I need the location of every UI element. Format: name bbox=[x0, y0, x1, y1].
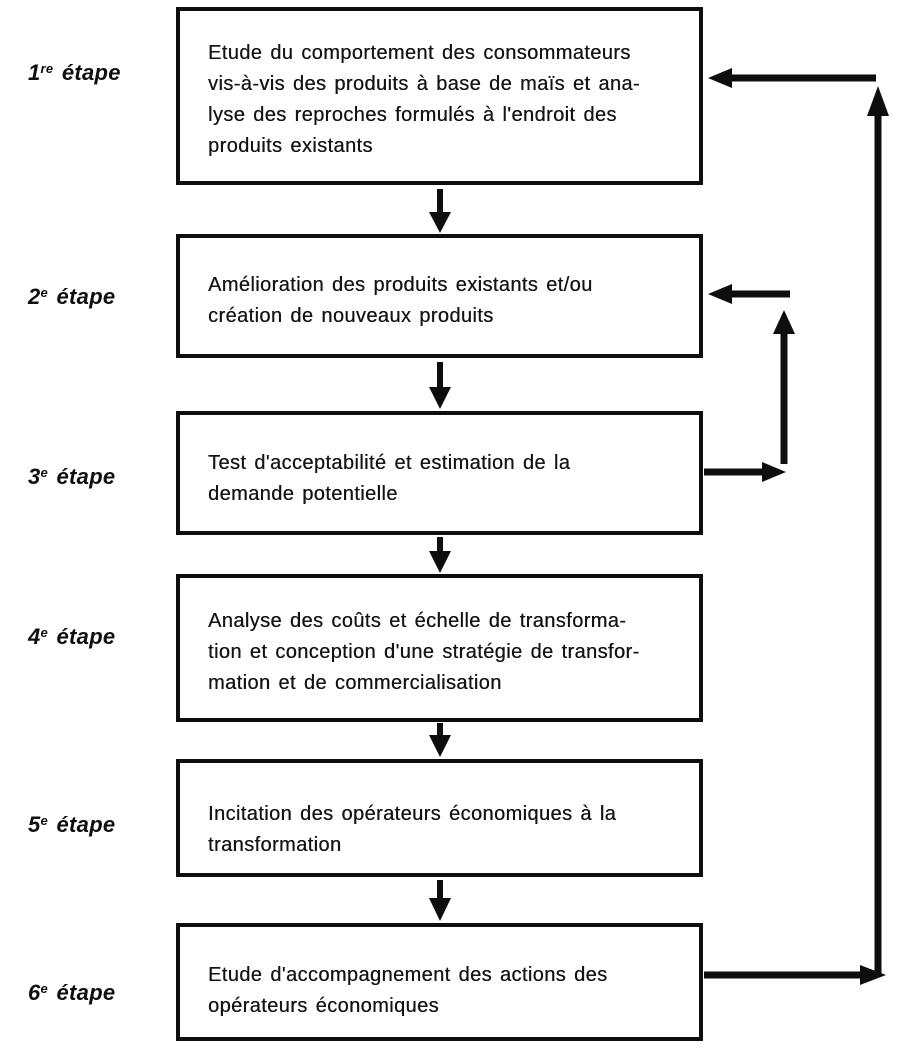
step-text-line: tion et conception d'une stratégie de transfor- bbox=[208, 641, 640, 663]
step-ordinal: 6e bbox=[28, 980, 49, 1005]
feedback-arrow-into-step2 bbox=[708, 284, 790, 304]
step-text-line: produits existants bbox=[208, 135, 373, 157]
arrow-step3-to-step4 bbox=[429, 537, 451, 573]
feedback-arrow-step3-up bbox=[773, 310, 795, 464]
step-text-line: lyse des reproches formulés à l'endroit des bbox=[208, 104, 617, 126]
step-ordinal: 4e bbox=[28, 624, 49, 649]
step-text-line: Analyse des coûts et échelle de transforma- bbox=[208, 610, 627, 632]
step-box-5 bbox=[176, 759, 703, 877]
step-word: étape bbox=[56, 812, 116, 837]
feedback-arrow-step6-out-right bbox=[704, 965, 886, 985]
step-ordinal: 1re bbox=[28, 60, 54, 85]
step-word: étape bbox=[56, 624, 116, 649]
arrow-step5-to-step6 bbox=[429, 880, 451, 921]
step-text-line: Test d'acceptabilité et estimation de la bbox=[208, 452, 571, 474]
step-label-2 bbox=[28, 284, 158, 310]
step-word: étape bbox=[61, 60, 121, 85]
feedback-arrow-step3-out-right bbox=[704, 462, 786, 482]
step-text-line: demande potentielle bbox=[208, 483, 398, 505]
step-word: étape bbox=[56, 464, 116, 489]
step-box-4 bbox=[176, 574, 703, 722]
step-label-4 bbox=[28, 624, 158, 650]
step-label-3 bbox=[28, 464, 158, 490]
step-box-2 bbox=[176, 234, 703, 358]
step-box-3 bbox=[176, 411, 703, 535]
step-text-line: Incitation des opérateurs économiques à la bbox=[208, 803, 617, 825]
feedback-arrow-into-step1 bbox=[708, 68, 876, 88]
step-box-1 bbox=[176, 7, 703, 185]
step-label-1 bbox=[28, 60, 158, 86]
step-word: étape bbox=[56, 980, 116, 1005]
step-ordinal: 3e bbox=[28, 464, 49, 489]
arrow-step4-to-step5 bbox=[429, 723, 451, 757]
arrow-step2-to-step3 bbox=[429, 362, 451, 409]
step-text-line: transformation bbox=[208, 834, 342, 856]
step-ordinal: 5e bbox=[28, 812, 49, 837]
step-label-5 bbox=[28, 812, 158, 838]
step-text-line: création de nouveaux produits bbox=[208, 305, 494, 327]
step-text-line: mation et de commercialisation bbox=[208, 672, 502, 694]
step-text-line: vis-à-vis des produits à base de maïs et ana- bbox=[208, 73, 640, 95]
step-word: étape bbox=[56, 284, 116, 309]
arrow-step1-to-step2 bbox=[429, 189, 451, 233]
step-text-line: Etude d'accompagnement des actions des bbox=[208, 964, 608, 986]
step-box-6 bbox=[176, 923, 703, 1041]
step-label-6 bbox=[28, 980, 158, 1006]
step-text-line: Etude du comportement des consommateurs bbox=[208, 42, 631, 64]
step-text-line: opérateurs économiques bbox=[208, 995, 439, 1017]
feedback-arrow-step6-up bbox=[867, 86, 889, 975]
step-text-line: Amélioration des produits existants et/ou bbox=[208, 274, 593, 296]
step-ordinal: 2e bbox=[28, 284, 49, 309]
